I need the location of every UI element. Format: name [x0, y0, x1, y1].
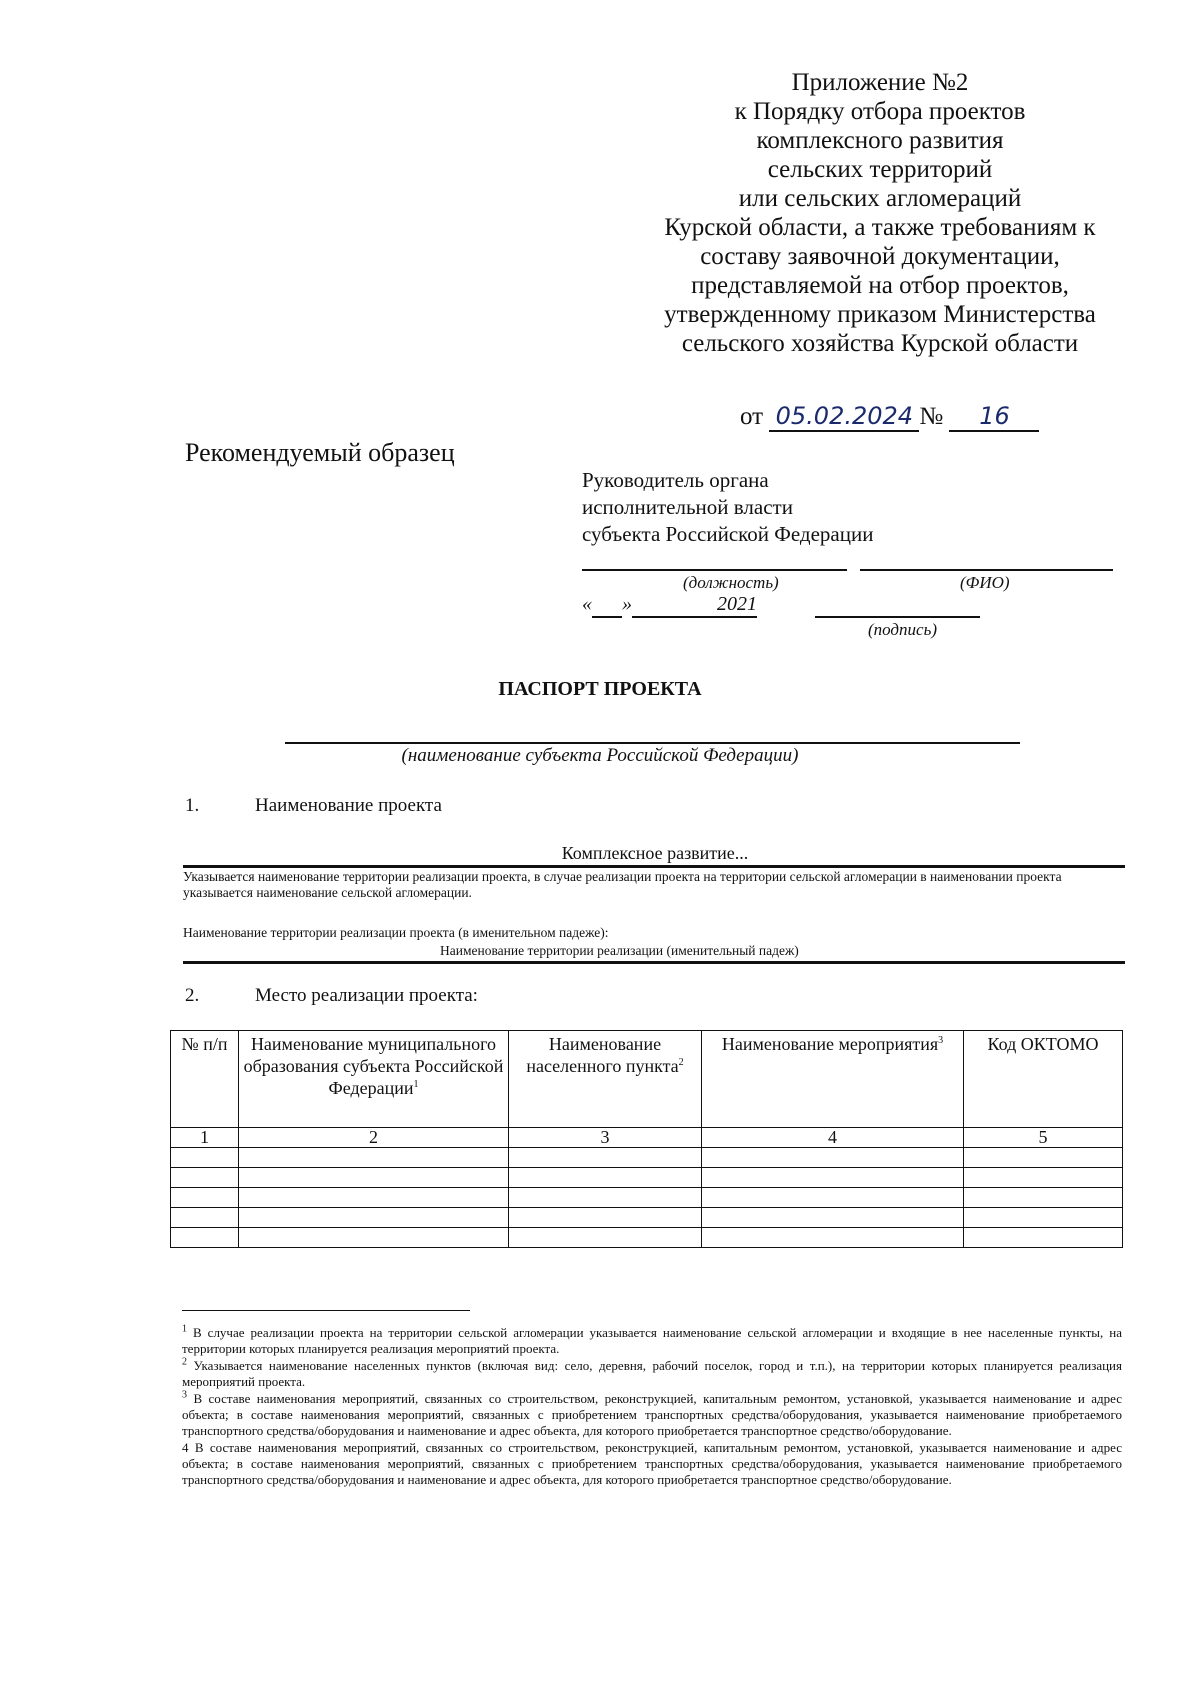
appendix-header	[600, 68, 1160, 358]
section-2-label: Место реализации проекта:	[255, 985, 478, 1006]
column-number: 3	[509, 1128, 702, 1148]
table-header-cell: Наименование мероприятия$^3$	[702, 1031, 964, 1128]
footnotes	[182, 1325, 1122, 1489]
approval-line: субъекта Российской Федерации	[582, 522, 874, 546]
table-cell	[964, 1168, 1123, 1188]
signature-caption: (подпись)	[868, 620, 937, 639]
table-column-numbers-row	[171, 1128, 1123, 1148]
approval-line: Руководитель органа	[582, 468, 769, 492]
table-cell	[702, 1148, 964, 1168]
approval-block	[582, 467, 873, 548]
table-cell	[171, 1188, 239, 1208]
footnote: $^2$ Указывается наименование населенных пунктов (включая вид: село, деревня, рабочий поселок, город и т.п.), на территории которых планируется реализация мероприятий проекта.	[182, 1356, 1122, 1389]
places-table	[170, 1030, 1123, 1248]
table-row	[171, 1168, 1123, 1188]
handwritten-number: 16	[949, 402, 1039, 432]
table-cell	[239, 1188, 509, 1208]
project-name-line	[183, 865, 1125, 868]
close-quote: »	[622, 593, 632, 615]
appendix-line: представляемой на отбор проектов,	[691, 272, 1069, 299]
table-cell	[171, 1168, 239, 1188]
table-header-cell: № п/п	[171, 1031, 239, 1128]
appendix-line: Курской области, а также требованиям к	[664, 214, 1096, 241]
column-number: 4	[702, 1128, 964, 1148]
page-title: ПАСПОРТ ПРОЕКТА	[498, 678, 702, 700]
footnote-separator	[182, 1310, 470, 1311]
table-cell	[171, 1208, 239, 1228]
table-header-cell: Наименование населенного пункта$^2$	[509, 1031, 702, 1128]
table-cell	[702, 1168, 964, 1188]
appendix-line: утвержденному приказом Министерства	[664, 301, 1096, 328]
table-row	[171, 1148, 1123, 1168]
project-name-value: Комплексное развитие...	[561, 843, 749, 863]
number-prefix: №	[919, 403, 944, 430]
footnote: $^3$ В составе наименования мероприятий, связанных со строительством, реконструкцией, капитальным ремонтом, установкой, указывается наименование и адрес объекта; в составе наименования мероприятий, связанных с приобретением транспортных средства/оборудования, указывается наименование приобретаемого транспортного средства/оборудования и наименование и адрес объекта, для которого приобретается транспортное средство/оборудование.	[182, 1389, 1122, 1438]
fio-line	[860, 569, 1113, 571]
fio-caption: (ФИО)	[960, 573, 1010, 592]
table-cell	[964, 1228, 1123, 1248]
appendix-line: или сельских агломераций	[738, 185, 1022, 212]
year: 2021	[632, 593, 757, 618]
table-cell	[702, 1208, 964, 1228]
approval-date	[582, 593, 757, 618]
table-row	[171, 1188, 1123, 1208]
column-number: 2	[239, 1128, 509, 1148]
table-cell	[702, 1228, 964, 1248]
position-line	[582, 569, 847, 571]
column-number: 5	[964, 1128, 1123, 1148]
territory-value: Наименование территории реализации (именительный падеж)	[440, 943, 799, 958]
signature-line	[815, 616, 980, 618]
table-cell	[509, 1168, 702, 1188]
appendix-line: к Порядку отбора проектов	[734, 98, 1026, 125]
table-row	[171, 1228, 1123, 1248]
territory-label: Наименование территории реализации проекта (в именительном падеже):	[183, 925, 609, 940]
recommended-sample-label: Рекомендуемый образец	[185, 438, 455, 467]
section-1-number: 1.	[185, 795, 200, 816]
table-header-cell: Код ОКТОМО	[964, 1031, 1123, 1128]
table-header-row	[171, 1031, 1123, 1128]
table-cell	[964, 1148, 1123, 1168]
table-cell	[239, 1228, 509, 1248]
table-cell	[964, 1208, 1123, 1228]
table-cell	[171, 1228, 239, 1248]
approval-line: исполнительной власти	[582, 495, 793, 519]
table-header-cell: Наименование муниципального образования субъекта Российской Федерации$^1$	[239, 1031, 509, 1128]
position-caption: (должность)	[683, 573, 779, 592]
territory-line	[183, 961, 1125, 964]
appendix-line: сельского хозяйства Курской области	[681, 330, 1079, 357]
date-prefix: от	[740, 403, 764, 430]
table-cell	[239, 1148, 509, 1168]
appendix-line: Приложение №2	[791, 69, 969, 96]
table-cell	[509, 1208, 702, 1228]
table-cell	[509, 1148, 702, 1168]
table-cell	[239, 1168, 509, 1188]
subject-line	[285, 742, 1020, 744]
table-cell	[239, 1208, 509, 1228]
appendix-line: сельских территорий	[767, 156, 993, 183]
open-quote: «	[582, 593, 592, 615]
column-number: 1	[171, 1128, 239, 1148]
section-2-number: 2.	[185, 985, 200, 1006]
table-cell	[702, 1188, 964, 1208]
order-date-line	[740, 402, 1039, 432]
footnote: $^1$ В случае реализации проекта на территории сельской агломерации указывается наименование сельской агломерации и входящие в нее населенные пункты, на территории которых планируется реализация мероприятий проекта.	[182, 1323, 1123, 1356]
table-row	[171, 1208, 1123, 1228]
table-cell	[171, 1148, 239, 1168]
section-1-label: Наименование проекта	[255, 795, 442, 816]
footnote: 4 В составе наименования мероприятий, связанных со строительством, реконструкцией, капитальным ремонтом, установкой, указывается наименование и адрес объекта; в составе наименования мероприятий, связанных с приобретением транспортных средства/оборудования, указывается наименование приобретаемого транспортного средства/оборудования и наименование и адрес объекта, для которого приобретается транспортное средство/оборудование.	[182, 1440, 1123, 1487]
appendix-line: комплексного развития	[756, 127, 1004, 154]
table-cell	[509, 1188, 702, 1208]
table-cell	[509, 1228, 702, 1248]
appendix-line: составу заявочной документации,	[700, 243, 1060, 270]
project-name-note: Указывается наименование территории реализации проекта, в случае реализации проекта на территории сельской агломерации в наименовании проекта указывается наименование сельской агломерации.	[183, 869, 1062, 900]
subject-caption: (наименование субъекта Российской Федерации)	[401, 745, 799, 766]
table-cell	[964, 1188, 1123, 1208]
handwritten-date: 05.02.2024	[769, 402, 919, 432]
